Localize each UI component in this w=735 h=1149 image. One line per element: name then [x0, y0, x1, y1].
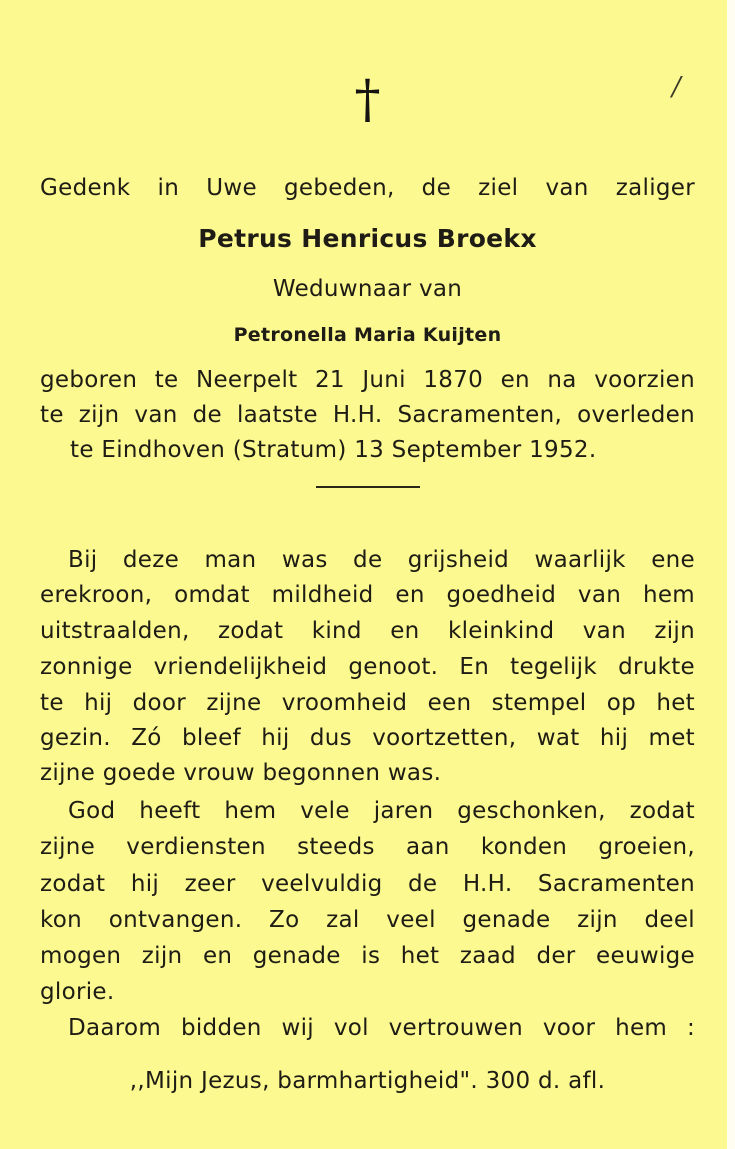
bio-line-1: geboren te Neerpelt 21 Juni 1870 en na voorzien [40, 367, 695, 393]
intro-line: Gedenk in Uwe gebeden, de ziel van zaliger [40, 175, 695, 201]
pencil-mark: / [672, 72, 681, 102]
relation-line: Weduwnaar van [272, 276, 463, 302]
bio-line-3: te Eindhoven (Stratum) 13 September 1952. [70, 437, 597, 463]
paragraph2-line-6: glorie. [40, 979, 115, 1005]
paragraph2-line-2: zijne verdiensten steeds aan konden groeien, [40, 834, 695, 860]
paragraph1-line-3: uitstraalden, zodat kind en kleinkind van zijn [40, 618, 695, 644]
paragraph1-line-7: zijne goede vrouw begonnen was. [40, 760, 442, 786]
cross-icon: † [354, 70, 381, 130]
paragraph2-line-5: mogen zijn en genade is het zaad der eeuwige [40, 943, 695, 969]
paragraph2-line-1: God heeft hem vele jaren geschonken, zodat [68, 798, 695, 824]
paragraph2-line-3: zodat hij zeer veelvuldig de H.H. Sacramenten [40, 871, 695, 897]
paragraph1-line-1: Bij deze man was de grijsheid waarlijk ene [68, 547, 695, 573]
bio-line-2: te zijn van de laatste H.H. Sacramenten, overleden [40, 402, 695, 428]
closing-line: Daarom bidden wij vol vertrouwen voor hem : [68, 1015, 695, 1041]
card-edge [727, 0, 735, 1149]
divider [316, 486, 420, 488]
spouse-name: Petronella Maria Kuijten [233, 324, 502, 346]
paragraph1-line-5: te hij door zijne vroomheid een stempel op het [40, 690, 695, 716]
paragraph1-line-4: zonnige vriendelijkheid genoot. En tegelijk drukte [40, 654, 695, 680]
prayer-line: ,,Mijn Jezus, barmhartigheid". 300 d. afl. [129, 1068, 606, 1094]
deceased-name: Petrus Henricus Broekx [198, 224, 537, 253]
paragraph1-line-2: erekroon, omdat mildheid en goedheid van hem [40, 582, 695, 608]
paragraph1-line-6: gezin. Zó bleef hij dus voortzetten, wat hij met [40, 725, 695, 751]
paragraph2-line-4: kon ontvangen. Zo zal veel genade zijn deel [40, 907, 695, 933]
